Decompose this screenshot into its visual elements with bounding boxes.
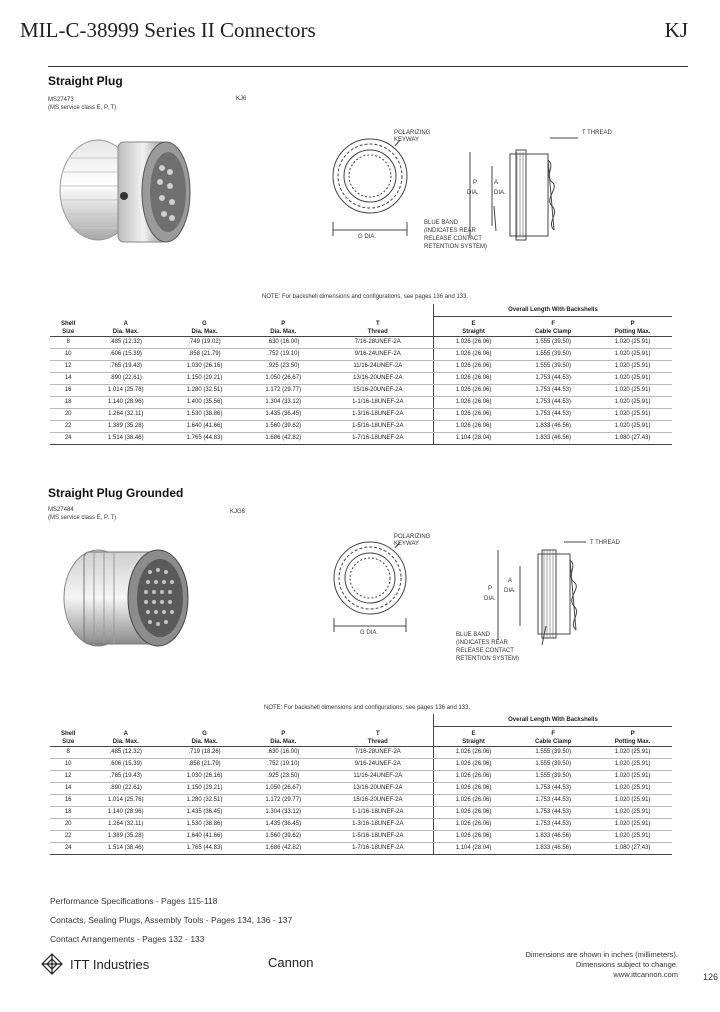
table-row	[50, 372, 672, 384]
table-cell: .925 (23.50)	[244, 770, 323, 782]
p-label: P	[488, 586, 493, 592]
table-cell: 1.020 (25.91)	[593, 770, 672, 782]
table-row	[50, 384, 672, 396]
table-cell: 1.753 (44.53)	[513, 384, 593, 396]
group-header: Overall Length With Backshells	[433, 304, 672, 316]
table-cell: .765 (19.43)	[86, 360, 165, 372]
table-cell: 1.140 (28.96)	[86, 396, 165, 408]
band-label-2: (INDICATES REAR	[456, 640, 508, 646]
table-row	[50, 830, 672, 842]
table-cell: 16	[50, 794, 86, 806]
table-cell: .485 (12.32)	[86, 336, 165, 348]
band-label-1: BLUE BAND	[456, 632, 491, 638]
table-cell: .606 (15.39)	[86, 348, 165, 360]
table-cell: 1.280 (32.51)	[165, 384, 244, 396]
dimension-diagram	[320, 530, 620, 670]
column-header: G Dia. Max.	[165, 726, 244, 746]
table-cell: 11/16-24UNEF-2A	[323, 360, 434, 372]
part-number: MS27473 (MS service class E, P, T)	[48, 97, 117, 111]
spec-table	[50, 714, 672, 855]
table-row	[50, 420, 672, 432]
table-row	[50, 818, 672, 830]
table-row	[50, 806, 672, 818]
table-cell: 15/16-20UNEF-2A	[323, 794, 434, 806]
page-number: 126	[702, 972, 718, 982]
polarizing-label: POLARIZING	[394, 130, 431, 136]
table-cell: .749 (19.02)	[165, 336, 244, 348]
table-cell: 18	[50, 396, 86, 408]
table-row	[50, 758, 672, 770]
table-cell: .890 (22.61)	[86, 782, 165, 794]
table-cell: 1.304 (33.12)	[244, 806, 323, 818]
table-cell: 1.514 (38.46)	[86, 842, 165, 854]
table-cell: 1.753 (44.53)	[513, 794, 593, 806]
table-cell: 1-3/16-18UNEF-2A	[323, 818, 434, 830]
page-title: MIL-C-38999 Series II Connectors	[20, 18, 316, 42]
table-cell: 1.172 (29.77)	[244, 384, 323, 396]
table-cell: 1.765 (44.83)	[165, 842, 244, 854]
table-cell: 1.686 (42.82)	[244, 432, 323, 444]
a-label: A	[494, 180, 499, 186]
dimension-notes	[525, 950, 678, 980]
table-cell: 1.026 (26.06)	[433, 758, 513, 770]
table-cell: 13/16-20UNEF-2A	[323, 372, 434, 384]
table-row	[50, 842, 672, 854]
table-cell: 1.026 (26.06)	[433, 746, 513, 758]
table-row	[50, 770, 672, 782]
table-cell: 1.020 (25.91)	[593, 336, 672, 348]
subject-note: Dimensions subject to change.	[575, 960, 678, 969]
table-cell: 1-5/16-18UNEF-2A	[323, 420, 434, 432]
table-cell: .765 (19.43)	[86, 770, 165, 782]
table-cell: 1.555 (39.50)	[513, 770, 593, 782]
table-row	[50, 360, 672, 372]
table-cell: 1.280 (32.51)	[165, 794, 244, 806]
column-header: T Thread	[323, 316, 434, 336]
table-cell: 13/16-20UNEF-2A	[323, 782, 434, 794]
table-cell: 1.765 (44.83)	[165, 432, 244, 444]
table-cell: 1.026 (26.06)	[433, 770, 513, 782]
backshell-note: NOTE: For backshell dimensions and configurations, see pages 136 and 133.	[264, 705, 471, 711]
table-row	[50, 794, 672, 806]
table-cell: 1.172 (29.77)	[244, 794, 323, 806]
column-header: Shell Size	[50, 726, 86, 746]
table-cell: 1.020 (25.91)	[593, 420, 672, 432]
column-header: Shell Size	[50, 316, 86, 336]
table-cell: 1.020 (25.91)	[593, 758, 672, 770]
keyway-label: KEYWAY	[394, 541, 420, 547]
table-cell: 1.530 (38.86)	[165, 408, 244, 420]
column-header: P Dia. Max.	[244, 316, 323, 336]
table-cell: 1.753 (44.53)	[513, 372, 593, 384]
table-cell: .606 (15.39)	[86, 758, 165, 770]
table-row	[50, 746, 672, 758]
p-label: P	[473, 180, 478, 186]
table-cell: 1.026 (26.06)	[433, 396, 513, 408]
table-cell: 1.026 (26.06)	[433, 420, 513, 432]
table-cell: 1.030 (26.16)	[165, 770, 244, 782]
table-cell: 1.020 (25.91)	[593, 408, 672, 420]
connector-photo	[50, 532, 200, 660]
table-cell: 1.026 (26.06)	[433, 336, 513, 348]
table-cell: 1.555 (39.50)	[513, 336, 593, 348]
table-cell: 1.753 (44.53)	[513, 408, 593, 420]
table-cell: .925 (23.50)	[244, 360, 323, 372]
table-cell: 1.389 (35.28)	[86, 830, 165, 842]
column-header: P Potting Max.	[593, 316, 672, 336]
group-header: Overall Length With Backshells	[433, 714, 672, 726]
table-row	[50, 408, 672, 420]
table-cell: 1.264 (32.11)	[86, 818, 165, 830]
table-cell: 1.304 (33.12)	[244, 396, 323, 408]
p-dia-label: DIA.	[484, 596, 496, 602]
backshell-note: NOTE: For backshell dimensions and configurations, see pages 136 and 133.	[262, 294, 469, 300]
table-cell: 1.080 (27.43)	[593, 842, 672, 854]
table-cell: .858 (21.79)	[165, 348, 244, 360]
band-label-3: RELEASE CONTACT	[456, 648, 514, 654]
table-cell: 8	[50, 336, 86, 348]
table-cell: 1.530 (38.86)	[165, 818, 244, 830]
table-body	[50, 746, 672, 854]
table-cell: 1.020 (25.91)	[593, 348, 672, 360]
brand-name: Cannon	[268, 955, 314, 970]
table-cell: 1.150 (29.21)	[165, 372, 244, 384]
table-cell: 8	[50, 746, 86, 758]
table-cell: .719 (18.26)	[165, 746, 244, 758]
band-label-3: RELEASE CONTACT	[424, 236, 482, 242]
table-cell: 1.030 (26.16)	[165, 360, 244, 372]
table-row	[50, 432, 672, 444]
table-cell: 7/16-28UNEF-2A	[323, 746, 434, 758]
g-dia-label: G DIA.	[358, 234, 377, 240]
table-cell: 7/16-28UNEF-2A	[323, 336, 434, 348]
table-cell: 1.020 (25.91)	[593, 782, 672, 794]
part-code: KJ6	[236, 96, 247, 102]
part-code: KJG6	[230, 509, 246, 515]
table-cell: 1.020 (25.91)	[593, 372, 672, 384]
table-cell: 1-7/16-18UNEF-2A	[323, 842, 434, 854]
table-cell: 1-1/16-18UNEF-2A	[323, 396, 434, 408]
table-cell: 1.104 (28.04)	[433, 432, 513, 444]
table-cell: 1.020 (25.91)	[593, 818, 672, 830]
table-cell: 1.753 (44.53)	[513, 396, 593, 408]
table-cell: 1.560 (39.62)	[244, 830, 323, 842]
column-headers	[50, 726, 672, 746]
table-cell: 1.026 (26.06)	[433, 348, 513, 360]
table-cell: 20	[50, 408, 86, 420]
column-header: E Straight	[433, 726, 513, 746]
table-cell: 1.050 (26.67)	[244, 782, 323, 794]
table-cell: 1.026 (26.06)	[433, 830, 513, 842]
table-cell: 24	[50, 842, 86, 854]
itt-logo	[40, 952, 149, 976]
a-dia-label: DIA.	[494, 190, 506, 196]
table-cell: 14	[50, 372, 86, 384]
table-cell: 15/16-20UNEF-2A	[323, 384, 434, 396]
logo-text: ITT Industries	[70, 956, 150, 972]
table-cell: 18	[50, 806, 86, 818]
table-cell: 1.389 (35.28)	[86, 420, 165, 432]
itt-logo-icon	[40, 952, 64, 976]
column-header: A Dia. Max.	[86, 726, 165, 746]
footer-link[interactable]: Contact Arrangements - Pages 132 - 133	[50, 934, 205, 944]
table-cell: 12	[50, 770, 86, 782]
table-cell: 1.560 (39.62)	[244, 420, 323, 432]
table-cell: 1.140 (28.96)	[86, 806, 165, 818]
table-cell: 11/16-24UNEF-2A	[323, 770, 434, 782]
table-cell: 1.753 (44.53)	[513, 782, 593, 794]
column-header: T Thread	[323, 726, 434, 746]
table-cell: 1-3/16-18UNEF-2A	[323, 408, 434, 420]
table-cell: 1.104 (28.04)	[433, 842, 513, 854]
table-cell: 1.753 (44.53)	[513, 806, 593, 818]
header-rule	[48, 66, 688, 67]
table-cell: 10	[50, 348, 86, 360]
footer-link[interactable]: Contacts, Sealing Plugs, Assembly Tools - Pages 134, 136 - 137	[50, 915, 293, 925]
table-cell: 1.435 (36.45)	[244, 408, 323, 420]
table-cell: 1.640 (41.66)	[165, 420, 244, 432]
table-cell: 1.080 (27.43)	[593, 432, 672, 444]
footer-link[interactable]: Performance Specifications - Pages 115-118	[50, 896, 218, 906]
part-number: MS27484 (MS service class E, P, T)	[48, 507, 117, 521]
t-thread-label: T THREAD	[590, 540, 620, 546]
table-cell: 24	[50, 432, 86, 444]
table-cell: 1.435 (36.45)	[165, 806, 244, 818]
section-title: Straight Plug Grounded	[48, 486, 184, 500]
table-cell: 16	[50, 384, 86, 396]
series-code: KJ	[664, 18, 688, 42]
table-cell: 9/16-24UNEF-2A	[323, 758, 434, 770]
table-cell: 22	[50, 830, 86, 842]
table-cell: 1.555 (39.50)	[513, 360, 593, 372]
a-dia-label: DIA.	[504, 588, 516, 594]
spec-table	[50, 304, 672, 445]
table-cell: .630 (16.00)	[244, 336, 323, 348]
table-cell: 10	[50, 758, 86, 770]
g-dia-label: G DIA.	[360, 630, 379, 636]
table-cell: .630 (16.00)	[244, 746, 323, 758]
table-cell: 1.026 (26.06)	[433, 818, 513, 830]
table-cell: 1-5/16-18UNEF-2A	[323, 830, 434, 842]
table-cell: .890 (22.61)	[86, 372, 165, 384]
table-cell: 1.514 (38.46)	[86, 432, 165, 444]
table-cell: 1.020 (25.91)	[593, 746, 672, 758]
table-row	[50, 782, 672, 794]
table-cell: 1.435 (36.45)	[244, 818, 323, 830]
table-cell: 1.833 (46.56)	[513, 432, 593, 444]
table-cell: 1.020 (25.91)	[593, 360, 672, 372]
table-cell: 1.555 (39.50)	[513, 746, 593, 758]
table-body	[50, 336, 672, 444]
section-title: Straight Plug	[48, 74, 123, 88]
band-label-2: (INDICATES REAR	[424, 228, 476, 234]
table-cell: 22	[50, 420, 86, 432]
table-cell: 1.050 (26.67)	[244, 372, 323, 384]
website-link[interactable]: www.ittcannon.com	[613, 970, 678, 979]
table-cell: 1.833 (46.56)	[513, 842, 593, 854]
connector-photo	[48, 128, 198, 256]
polarizing-label: POLARIZING	[394, 534, 431, 540]
p-dia-label: DIA.	[467, 190, 479, 196]
column-headers	[50, 316, 672, 336]
table-row	[50, 348, 672, 360]
column-header: A Dia. Max.	[86, 316, 165, 336]
band-label-4: RETENTION SYSTEM)	[424, 244, 488, 250]
table-cell: 1.020 (25.91)	[593, 396, 672, 408]
t-thread-label: T THREAD	[582, 130, 612, 136]
table-cell: 1.026 (26.06)	[433, 360, 513, 372]
table-cell: 14	[50, 782, 86, 794]
table-cell: 1.020 (25.91)	[593, 794, 672, 806]
table-cell: .752 (19.10)	[244, 758, 323, 770]
table-cell: 1.020 (25.91)	[593, 806, 672, 818]
table-cell: 1.026 (26.06)	[433, 782, 513, 794]
table-cell: 1.640 (41.66)	[165, 830, 244, 842]
table-cell: 1.020 (25.91)	[593, 384, 672, 396]
table-cell: 1.026 (26.06)	[433, 806, 513, 818]
column-header: F Cable Clamp	[513, 726, 593, 746]
table-cell: 1-7/16-18UNEF-2A	[323, 432, 434, 444]
table-cell: 1.753 (44.53)	[513, 818, 593, 830]
table-cell: 12	[50, 360, 86, 372]
column-header: P Potting Max.	[593, 726, 672, 746]
band-label-4: RETENTION SYSTEM)	[456, 656, 520, 662]
column-header: G Dia. Max.	[165, 316, 244, 336]
table-row	[50, 396, 672, 408]
table-cell: 1.264 (32.11)	[86, 408, 165, 420]
band-label-1: BLUE BAND	[424, 220, 459, 226]
table-row	[50, 336, 672, 348]
table-cell: 1.014 (25.76)	[86, 384, 165, 396]
table-cell: 1.555 (39.50)	[513, 758, 593, 770]
table-cell: 1.150 (29.21)	[165, 782, 244, 794]
dimension-diagram	[320, 126, 620, 261]
table-cell: 1.026 (26.06)	[433, 408, 513, 420]
table-cell: 1.400 (35.56)	[165, 396, 244, 408]
table-cell: 1-1/16-18UNEF-2A	[323, 806, 434, 818]
dimensions-note: Dimensions are shown in inches (millimeters).	[525, 950, 678, 959]
table-cell: 1.833 (46.56)	[513, 420, 593, 432]
keyway-label: KEYWAY	[394, 137, 420, 143]
column-header: F Cable Clamp	[513, 316, 593, 336]
column-header: E Straight	[433, 316, 513, 336]
table-cell: .858 (21.79)	[165, 758, 244, 770]
table-cell: .752 (19.10)	[244, 348, 323, 360]
table-cell: 1.020 (25.91)	[593, 830, 672, 842]
table-cell: 1.026 (26.06)	[433, 384, 513, 396]
table-cell: 1.026 (26.06)	[433, 794, 513, 806]
table-cell: 20	[50, 818, 86, 830]
table-cell: 1.833 (46.56)	[513, 830, 593, 842]
table-cell: 1.686 (42.82)	[244, 842, 323, 854]
table-cell: 1.026 (26.06)	[433, 372, 513, 384]
column-header: P Dia. Max.	[244, 726, 323, 746]
a-label: A	[508, 578, 513, 584]
table-cell: 9/16-24UNEF-2A	[323, 348, 434, 360]
table-cell: .485 (12.32)	[86, 746, 165, 758]
table-cell: 1.555 (39.50)	[513, 348, 593, 360]
table-cell: 1.014 (25.76)	[86, 794, 165, 806]
